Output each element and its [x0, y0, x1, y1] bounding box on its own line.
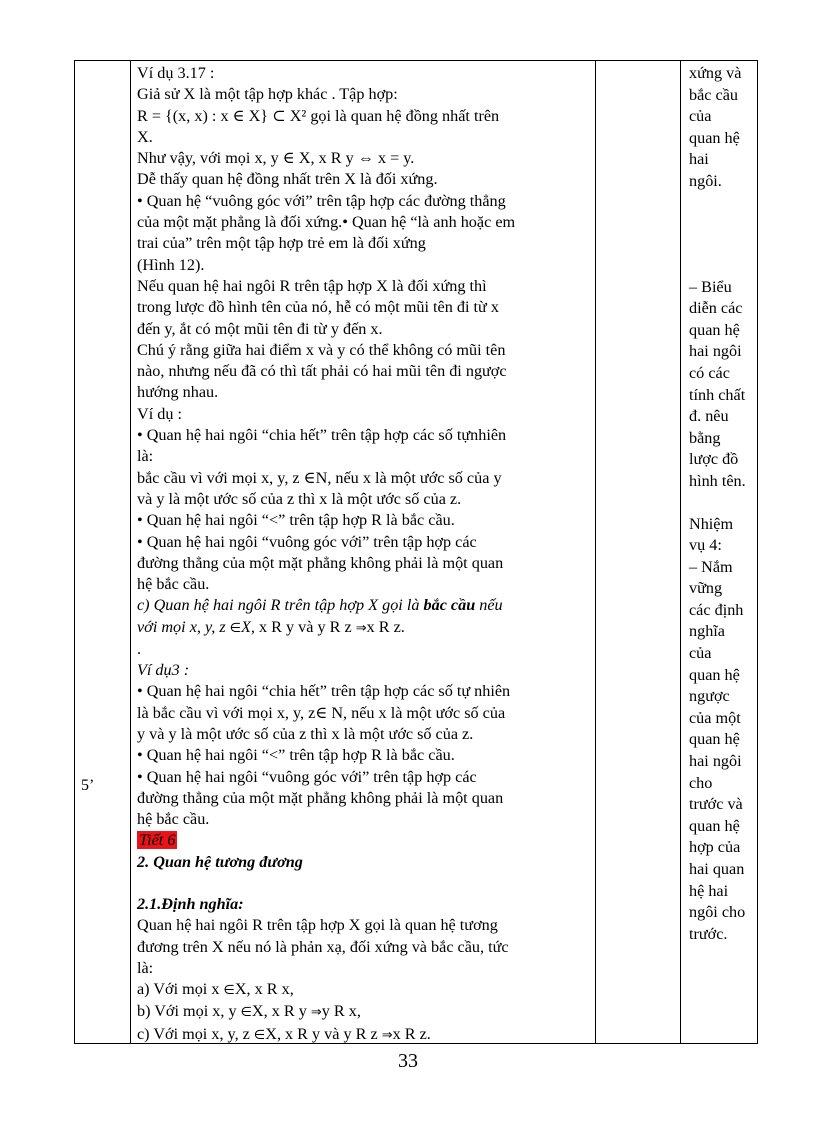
- text-line: đương trên X nếu nó là phản xạ, đối xứng và bắc cầu, tức: [137, 937, 509, 956]
- text-line: đến y, ắt có một mũi tên đi từ y đến x.: [137, 319, 383, 338]
- side-line: – Biểu: [689, 277, 732, 296]
- content-column: [137, 63, 592, 1046]
- side-line: của một: [689, 708, 741, 727]
- element-of-icon: ∈: [253, 1027, 266, 1043]
- dot-line: .: [137, 640, 142, 659]
- text-line: là bắc cầu vì với mọi x, y, z∈ N, nếu x là một ước số của: [137, 703, 506, 722]
- side-line: hệ hai: [689, 881, 729, 900]
- side-line: hai quan: [689, 860, 745, 878]
- lesson-table: [74, 60, 758, 1044]
- text-line: trai của” trên một tập hợp trẻ em là đối xứng: [137, 234, 426, 253]
- text-line: Giả sử X là một tập hợp khác . Tập hợp:: [137, 85, 398, 104]
- text-line: • Quan hệ hai ngôi “vuông góc với” trên tập hợp các: [137, 532, 477, 551]
- transitive-condition: với mọi x, y, z ∈X, x R y và y R z ⇒x R z.: [137, 617, 405, 636]
- text-line: • Quan hệ hai ngôi “<” trên tập hợp R là bắc cầu.: [137, 746, 455, 765]
- subsection-heading: 2.1.Định nghĩa:: [137, 894, 244, 913]
- side-line: cho: [689, 773, 713, 792]
- implies-icon: ⇒: [310, 1005, 322, 1021]
- side-line: diễn các: [689, 299, 743, 318]
- lesson-marker: [137, 830, 592, 851]
- element-of-icon: ∈: [223, 983, 235, 999]
- side-line: bắc cầu: [689, 85, 738, 104]
- text-line: trong lược đồ hình tên của nó, hễ có một mũi tên đi từ x: [137, 298, 499, 317]
- transitive-term: bắc cầu: [423, 596, 476, 615]
- text-line: X.: [137, 127, 153, 146]
- text-line: Nếu quan hệ hai ngôi R trên tập hợp X là đối xứng thì: [137, 276, 487, 295]
- side-line: Nhiệm: [689, 514, 734, 533]
- text-line: của một mặt phẳng là đối xứng.• Quan hệ “là anh hoặc em: [137, 213, 516, 232]
- side-line: vụ 4:: [689, 536, 722, 555]
- page-number: 33: [398, 1050, 418, 1072]
- text-line: y và y là một ước số của z thì x là một ước số của z.: [137, 724, 474, 743]
- implies-icon: ⇒: [381, 1027, 393, 1043]
- side-line: nghĩa: [689, 622, 725, 641]
- side-line: trước và: [689, 795, 743, 814]
- example-3-title: Ví dụ3 :: [137, 661, 190, 680]
- text-line: R = {(x, x) : x ∈ X} ⊂ X² gọi là quan hệ đồng nhất trên: [137, 106, 500, 125]
- transitive-definition: c) Quan hệ hai ngôi R trên tập hợp X gọi là bắc cầu nếu: [137, 596, 503, 615]
- text-line: Chú ý rằng giữa hai điểm x và y có thể không có mũi tên: [137, 340, 506, 359]
- side-line: quan hệ: [689, 320, 740, 339]
- text-line: là:: [137, 447, 154, 466]
- side-line: tính chất: [689, 385, 746, 404]
- side-line: ngôi.: [689, 171, 722, 190]
- text-line: • Quan hệ hai ngôi “<” trên tập hợp R là bắc cầu.: [137, 511, 455, 530]
- text-line: là:: [137, 958, 154, 977]
- side-line: các định: [689, 600, 744, 619]
- side-line: quan hệ: [689, 816, 740, 835]
- element-of-icon: ∈: [229, 620, 242, 636]
- condition-c: c) Với mọi x, y, z ∈X, x R y và y R z ⇒x R z.: [137, 1024, 431, 1043]
- side-line: của: [689, 644, 712, 663]
- time-cell: 5’: [81, 777, 95, 794]
- text-line: hướng nhau.: [137, 383, 219, 402]
- column-divider-1: [130, 61, 131, 1043]
- side-line: hai ngôi: [689, 752, 742, 771]
- text-line: đường thẳng của một mặt phẳng không phải là một quan: [137, 553, 504, 572]
- text-line: • Quan hệ hai ngôi “chia hết” trên tập hợp các số tự nhiên: [137, 682, 511, 701]
- side-line: quan hệ: [689, 665, 740, 684]
- side-line: hợp của: [689, 838, 741, 857]
- text-line: Dễ thấy quan hệ đồng nhất trên X là đối xứng.: [137, 170, 438, 189]
- element-of-icon: ∈: [240, 1005, 252, 1021]
- side-line: quan hệ: [689, 128, 740, 147]
- text-line: • Quan hệ “vuông góc với” trên tập hợp các đường thẳng: [137, 191, 506, 210]
- side-line: bằng: [689, 428, 721, 447]
- text-line: đường thẳng của một mặt phẳng không phải là một quan: [137, 788, 504, 807]
- column-divider-3: [680, 61, 681, 1043]
- side-line: hai ngôi: [689, 342, 742, 361]
- side-line: trước.: [689, 924, 728, 943]
- side-line: – Nắm: [689, 557, 733, 576]
- text-line: • Quan hệ hai ngôi “vuông góc với” trên tập hợp các: [137, 767, 477, 786]
- side-line: hình tên.: [689, 471, 746, 490]
- lesson-badge: Tiết 6: [139, 831, 176, 850]
- side-line: của: [689, 107, 712, 126]
- text-line: (Hình 12).: [137, 255, 205, 274]
- text-line: • Quan hệ hai ngôi “chia hết” trên tập hợp các số tựnhiên: [137, 426, 507, 445]
- text-line: Như vậy, với mọi x, y ∈ X, x R y ⇔ x = y.: [137, 149, 415, 168]
- side-line: xứng và: [689, 64, 742, 82]
- implies-icon: ⇒: [355, 620, 367, 636]
- example-title: Ví dụ :: [137, 404, 182, 423]
- side-line: có các: [689, 363, 730, 382]
- side-line: quan hệ: [689, 730, 740, 749]
- section-heading: 2. Quan hệ tương đương: [137, 852, 303, 871]
- text-line: bắc cầu vì với mọi x, y, z ∈N, nếu x là một ước số của y: [137, 468, 502, 487]
- text-line: Quan hệ hai ngôi R trên tập hợp X gọi là quan hệ tương: [137, 916, 498, 935]
- text-line: hệ bắc cầu.: [137, 575, 210, 594]
- text-line: hệ bắc cầu.: [137, 810, 210, 829]
- notes-column: [689, 63, 755, 945]
- side-line: đ. nêu: [689, 407, 729, 426]
- example-3-17-title: Ví dụ 3.17 :: [137, 64, 215, 82]
- side-line: hai: [689, 150, 709, 169]
- side-line: vững: [689, 579, 723, 598]
- condition-b: b) Với mọi x, y ∈X, x R y ⇒y R x,: [137, 1002, 361, 1021]
- side-line: lược đồ: [689, 450, 739, 469]
- side-line: ngôi cho: [689, 903, 746, 922]
- text-line: và y là một ước số của z thì x là một ước số của z.: [137, 489, 462, 508]
- side-line: ngược: [689, 687, 730, 706]
- column-divider-2: [595, 61, 596, 1043]
- condition-a: a) Với mọi x ∈X, x R x,: [137, 980, 294, 999]
- text-line: nào, nhưng nếu đã có thì tất phải có hai mũi tên đi ngược: [137, 362, 507, 381]
